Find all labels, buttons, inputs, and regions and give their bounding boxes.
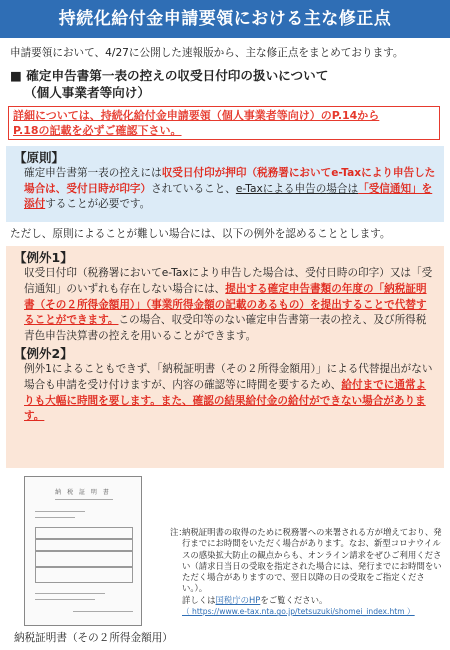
notice-line2: P.18の記載を必ずご確認下さい。: [13, 124, 182, 137]
exception2-text: [14, 362, 436, 425]
nta-hp-link[interactable]: 国税庁のHP: [215, 594, 261, 605]
note-url-link[interactable]: （ https://www.e-tax.nta.go.jp/tetsuzuki/shomei_index.htm ）: [182, 607, 415, 617]
page-title: 持続化給付金申請要領における主な修正点: [0, 0, 450, 38]
note-block: [170, 527, 444, 617]
principle-text-3: e-Taxによる申告の: [235, 182, 327, 195]
note-link-suffix: をご覧ください。: [260, 594, 328, 605]
exception1-text-1: 収受日付印（税務署においてe-Taxにより申告した場合は、受付日時の印字）又は「受信通知」のいずれも存在しない場合には、: [24, 267, 433, 295]
note-link-prefix: 詳しくは: [182, 594, 216, 605]
notice-line1: 詳細については、持続化給付金申請要領（個人事業者等向け）のP.14から: [13, 109, 380, 122]
doc-table-cell: [35, 567, 133, 583]
principle-text-5: することが必要です。: [45, 198, 151, 210]
exception1-tag: 【例外1】: [14, 250, 73, 265]
notice-box: [8, 106, 440, 140]
exception2-red: 給付までに通常よりも大幅に時間を要します。また、確認の結果給付金の給付ができない場合があります。: [24, 378, 427, 423]
principle-tag: 【原則】: [14, 150, 65, 165]
doc-line: [35, 517, 75, 518]
doc-line: [55, 499, 113, 500]
principle-text-2: されていること、: [151, 182, 236, 195]
principle-red-1: 収受日付印が押印（税務署においてe-Taxに: [161, 167, 372, 179]
intro-text: 申請要領において、4/27に公開した速報版から、主な修正点をまとめております。: [10, 47, 404, 59]
principle-text-1: 確定申告書第一表の控えには: [24, 167, 162, 179]
exception1-text: [14, 266, 436, 345]
note-label: 注：: [170, 527, 187, 537]
section-heading-line1: ■ 確定申告書第一表の控えの収受日付印の扱いについて: [10, 68, 329, 83]
doc-table-cell: [35, 527, 133, 539]
note-link-line: [182, 595, 444, 606]
tax-certificate-image: [24, 476, 142, 626]
principle-red-3: 「受信通知」を添付: [24, 182, 433, 210]
principle-text: [14, 166, 436, 213]
doc-table-cell: [35, 539, 133, 551]
principle-box: [6, 146, 444, 222]
exception1-red: 提出する確定申告書類の年度の「納税証明書（その２所得金額用）」（事業所得金額の記載のあるもの）を提出することで代替することができます。: [24, 282, 427, 327]
section-heading: [10, 67, 440, 101]
doc-line: [35, 593, 105, 594]
lead-text: ただし、原則によることが難しい場合には、以下の例外を認めることとします。: [10, 228, 391, 240]
exception2-text-1: 例外1によることもできず、「納税証明書（その２所得金額用）」による代替提出がない場合も申請を受け付けますが、内容の確認等に時間を要するため、: [24, 362, 433, 391]
tax-certificate-title: 納 税 証 明 書: [55, 489, 111, 496]
exception1-text-2: この場合、収受印等のない確定申告書第一表の控え、及び所得税青色申告決算書の控えを用いることができます。: [24, 314, 427, 343]
principle-red-2: より申告した場合は、受付日時が印字）: [24, 167, 436, 195]
doc-line: [73, 611, 133, 612]
note-body: 納税証明書の取得のために税務署への来署される方が増えており、発行までにお時間をいただく場合があります。なお、新型コロナウイルスの感染拡大防止の観点からも、オンライン請求をぜひご利用ください（請求日当日の受取を指定された場合には、発行までにお時間をいただく場合がありますので、翌日以降の日の受取をご指定ください。）。: [182, 527, 442, 594]
section-heading-line2: （個人事業者等向け）: [24, 85, 150, 100]
tax-certificate-caption: 納税証明書（その２所得金額用）: [14, 632, 173, 644]
doc-line: [35, 599, 95, 600]
exception-box: [6, 246, 444, 468]
doc-table-cell: [35, 551, 133, 567]
doc-line: [35, 511, 85, 512]
principle-text-4: 場合は: [326, 182, 359, 195]
exception2-tag: 【例外2】: [14, 345, 73, 361]
